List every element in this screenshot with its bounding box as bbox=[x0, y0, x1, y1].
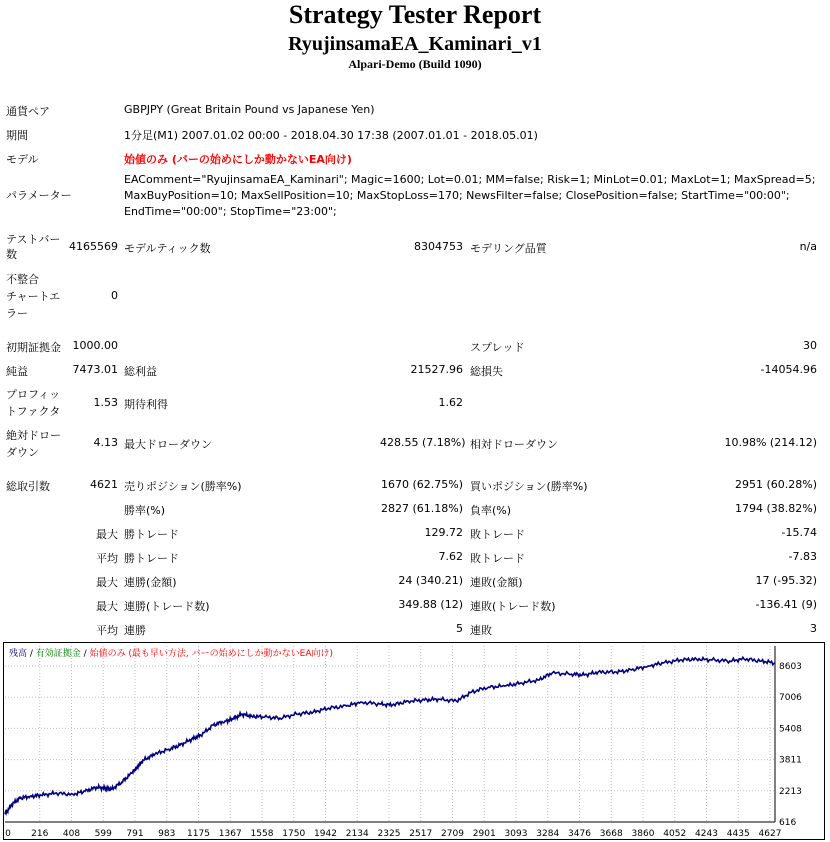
ticks-value: 8304753 bbox=[414, 240, 463, 253]
avg-consec-losses-label: 連敗 bbox=[470, 624, 492, 637]
x-tick-label: 599 bbox=[94, 829, 112, 839]
largest-loss-label: 敗トレード bbox=[470, 528, 525, 541]
loss-rate-label: 負率(%) bbox=[470, 504, 512, 517]
short-label: 売りポジション(勝率%) bbox=[124, 480, 242, 493]
max-consec-wins-value: 24 (340.21) bbox=[398, 574, 463, 587]
ticks-label: モデルティック数 bbox=[124, 242, 211, 255]
avg-win-label: 勝トレード bbox=[124, 552, 179, 565]
legend-part-4: 始値のみ (最も早い方法, バーの始めにしか動かないEA向け) bbox=[89, 649, 334, 659]
x-tick-label: 3284 bbox=[536, 829, 560, 839]
x-tick-label: 2325 bbox=[377, 829, 401, 839]
x-tick-label: 4243 bbox=[695, 829, 718, 839]
x-tick-label: 3093 bbox=[504, 829, 528, 839]
mismatch-label-2: チャートエ bbox=[6, 290, 61, 303]
y-tick-label: 8603 bbox=[779, 662, 802, 672]
avg-win-value: 7.62 bbox=[438, 550, 463, 563]
x-tick-label: 1750 bbox=[282, 829, 306, 839]
avg-loss-label: 敗トレード bbox=[470, 552, 525, 565]
avg-loss-value: -7.83 bbox=[788, 550, 817, 563]
loss-rate-value: 1794 (38.82%) bbox=[734, 502, 817, 515]
long-value: 2951 (60.28%) bbox=[734, 478, 817, 491]
total-trades-value: 4621 bbox=[90, 478, 118, 491]
max-consec-profit-value: 349.88 (12) bbox=[398, 598, 463, 611]
period-label: 期間 bbox=[6, 129, 28, 142]
bars-label-1: テストバー bbox=[6, 233, 61, 246]
abs-dd-label-2: ダウン bbox=[6, 446, 39, 459]
x-tick-label: 2709 bbox=[441, 829, 464, 839]
y-tick-label: 616 bbox=[779, 818, 797, 828]
x-tick-label: 2517 bbox=[409, 829, 433, 839]
x-tick-label: 216 bbox=[31, 829, 49, 839]
abs-dd-label-1: 絶対ドロー bbox=[6, 429, 61, 442]
max-dd-label: 最大ドローダウン bbox=[124, 438, 212, 451]
chart-legend bbox=[9, 647, 333, 659]
gross-profit-label: 総利益 bbox=[124, 365, 157, 378]
model-value: 始値のみ (バーの始めにしか動かないEA向け) bbox=[124, 153, 352, 166]
y-tick-label: 2213 bbox=[779, 786, 802, 797]
params-value: EAComment="RyujinsamaEA_Kaminari"; Magic=1600; Lot=0.01; MM=false; Risk=1; MinLot=0.01; MaxLot=1; MaxSpread=5; MaxBuyPosition=10; MaxSellPosition=10; MaxStopLoss=170; NewsFilter=false; ClosePosition=false; StartTime="00:00"; EndTime="00:00"; StopTime="23:00"; bbox=[124, 173, 816, 218]
max-dd-value: 428.55 (7.18%) bbox=[380, 436, 466, 449]
max-consec-wins-label: 連勝(金額) bbox=[124, 576, 177, 589]
x-tick-label: 4052 bbox=[663, 829, 687, 839]
rel-dd-label: 相対ドローダウン bbox=[470, 438, 558, 451]
pair-label: 通貨ペア bbox=[6, 105, 50, 118]
win-rate-label: 勝率(%) bbox=[124, 504, 166, 517]
gross-loss-label: 総損失 bbox=[470, 365, 503, 378]
max-consec-loss-value: -136.41 (9) bbox=[755, 598, 817, 611]
x-tick-label: 1942 bbox=[314, 829, 337, 839]
spread-label: スプレッド bbox=[470, 341, 525, 354]
total-trades-label: 総取引数 bbox=[6, 480, 50, 493]
pf-label-2: トファクタ bbox=[6, 405, 61, 418]
quality-label: モデリング品質 bbox=[470, 242, 547, 255]
ea-name: RyujinsamaEA_Kaminari_v1 bbox=[288, 33, 542, 55]
avg-consec-losses-value: 3 bbox=[810, 622, 817, 635]
avg-consec-wins-label: 連勝 bbox=[124, 624, 146, 637]
chart-frame bbox=[4, 643, 825, 840]
largest-loss-value: -15.74 bbox=[781, 526, 817, 539]
rel-dd-value: 10.98% (214.12) bbox=[724, 436, 817, 449]
avg-consec-wins-value: 5 bbox=[456, 622, 463, 635]
x-tick-label: 3476 bbox=[568, 829, 591, 839]
max-consec-profit-label: 連勝(トレード数) bbox=[124, 600, 210, 613]
max-word-1: 最大 bbox=[96, 528, 118, 541]
short-value: 1670 (62.75%) bbox=[380, 478, 463, 491]
x-tick-label: 3668 bbox=[599, 829, 623, 839]
mismatch-label-3: ラー bbox=[6, 307, 28, 320]
net-value: 7473.01 bbox=[72, 363, 118, 376]
avg-word-2: 平均 bbox=[96, 624, 118, 637]
server-info: Alpari-Demo (Build 1090) bbox=[348, 57, 482, 71]
max-word-3: 最大 bbox=[96, 600, 118, 613]
x-tick-label: 4627 bbox=[758, 829, 782, 839]
max-consec-loss-label: 連敗(トレード数) bbox=[470, 600, 556, 613]
legend-part-2: 有効証拠金 bbox=[35, 649, 81, 659]
long-label: 買いポジション(勝率%) bbox=[470, 480, 588, 493]
report-title: Strategy Tester Report bbox=[288, 0, 542, 29]
win-rate-value: 2827 (61.18%) bbox=[380, 502, 463, 515]
largest-win-label: 勝トレード bbox=[124, 528, 179, 541]
x-tick-label: 1367 bbox=[218, 829, 242, 839]
x-tick-label: 1175 bbox=[187, 829, 210, 839]
legend-part-3: / bbox=[80, 649, 90, 659]
balance-chart bbox=[3, 642, 825, 840]
quality-value: n/a bbox=[799, 240, 817, 253]
period-value: 1分足(M1) 2007.01.02 00:00 - 2018.04.30 17:38 (2007.01.01 - 2018.05.01) bbox=[124, 129, 538, 142]
expected-value: 1.62 bbox=[438, 396, 463, 409]
y-tick-label: 7006 bbox=[779, 693, 802, 704]
spread-value: 30 bbox=[803, 339, 817, 352]
max-consec-losses-label: 連敗(金額) bbox=[470, 576, 523, 589]
expected-label: 期待利得 bbox=[124, 398, 168, 411]
model-label: モデル bbox=[6, 153, 39, 166]
x-tick-label: 4435 bbox=[726, 829, 750, 839]
y-tick-label: 5408 bbox=[779, 724, 802, 735]
legend-part-0: 残高 bbox=[9, 649, 28, 659]
x-tick-label: 2134 bbox=[345, 829, 369, 839]
pf-value: 1.53 bbox=[93, 396, 118, 409]
x-tick-label: 983 bbox=[158, 829, 176, 839]
net-label: 純益 bbox=[6, 365, 28, 378]
x-tick-label: 408 bbox=[62, 829, 81, 839]
params-label: パラメーター bbox=[6, 189, 72, 202]
abs-dd-value: 4.13 bbox=[93, 436, 118, 449]
pf-label-1: プロフィッ bbox=[6, 388, 61, 401]
x-tick-label: 2901 bbox=[472, 829, 496, 839]
max-consec-losses-value: 17 (-95.32) bbox=[755, 574, 817, 587]
legend-part-1: / bbox=[27, 649, 36, 659]
x-tick-label: 1558 bbox=[250, 829, 274, 839]
balance-chart-svg bbox=[3, 642, 825, 840]
mismatch-value: 0 bbox=[111, 289, 118, 302]
max-word-2: 最大 bbox=[96, 576, 118, 589]
x-tick-label: 791 bbox=[126, 829, 144, 839]
largest-win-value: 129.72 bbox=[424, 526, 463, 539]
deposit-label: 初期証拠金 bbox=[6, 341, 61, 354]
bars-value: 4165569 bbox=[69, 240, 118, 253]
gross-loss-value: -14054.96 bbox=[760, 363, 817, 376]
x-tick-label: 0 bbox=[5, 829, 11, 839]
bars-label-2: 数 bbox=[6, 248, 17, 261]
deposit-value: 1000.00 bbox=[72, 339, 118, 352]
x-tick-label: 3860 bbox=[631, 829, 655, 839]
pair-value: GBPJPY (Great Britain Pound vs Japanese Yen) bbox=[124, 103, 375, 116]
y-tick-label: 3811 bbox=[779, 755, 802, 766]
avg-word-1: 平均 bbox=[96, 552, 118, 565]
gross-profit-value: 21527.96 bbox=[410, 363, 463, 376]
mismatch-label-1: 不整合 bbox=[6, 273, 39, 286]
